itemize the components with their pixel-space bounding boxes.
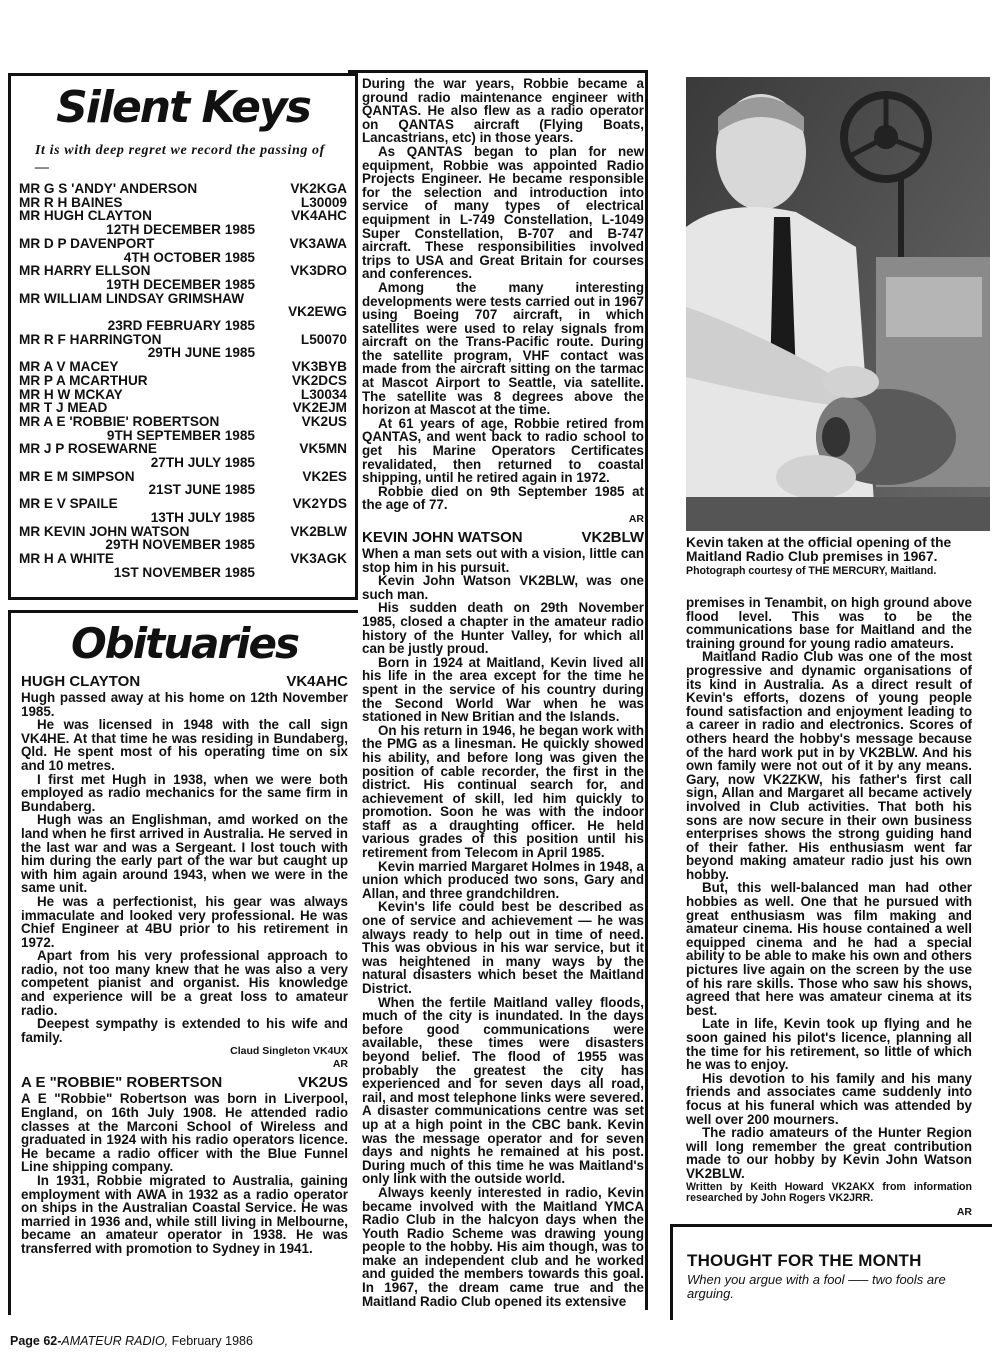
obituaries-left-column <box>21 674 348 1256</box>
passing-callsign: VK2EJM <box>292 400 347 416</box>
passing-name: MR KEVIN JOHN WATSON <box>19 523 190 539</box>
obituaries-box <box>8 610 358 1315</box>
page-footer <box>10 1334 253 1348</box>
passing-name: MR A E 'ROBBIE' ROBERTSON <box>19 413 220 429</box>
obituary-text-robertson-part1 <box>21 1092 348 1255</box>
obituary-callsign: VK4AHC <box>286 673 348 690</box>
passing-entry <box>19 388 347 402</box>
passing-date: 21ST JUNE 1985 <box>148 482 255 498</box>
magazine-name: AMATEUR RADIO, <box>61 1334 169 1348</box>
passing-entry <box>19 552 347 566</box>
passing-entry <box>19 374 347 388</box>
passing-name: MR R F HARRINGTON <box>19 331 162 347</box>
photo-caption-block <box>686 536 990 577</box>
passing-callsign: L30034 <box>300 386 347 402</box>
passing-entry <box>19 525 347 539</box>
paragraph: Apart from his very professional approach to radio, not too many knew that he was also a very competent pianist and organist. His knowledge and experience will be a great loss to amateur radio. <box>21 948 348 1018</box>
passing-entry <box>19 237 347 251</box>
passing-name: MR P A MCARTHUR <box>19 372 148 388</box>
passing-date: 19TH DECEMBER 1985 <box>106 276 255 292</box>
paragraph: When the fertile Maitland valley floods, much of the city is inundated. In the days before good communications were available, these times were disasters beyond belief. The flood of 1955 was probably the greatest the city has experienced and for seven days all road, rail, and most telephone links were severed. A disaster communications centre was set up at a high point in the CBC bank. Kevin was the message operator and for seven days and nights he remained at his post. During much of this time he was Maitland's only link with the outside world. <box>362 994 644 1187</box>
paragraph: Maitland Radio Club was one of the most progressive and dynamic organisations of its kind in Australia. As a direct result of Kevin's efforts, dozens of young people found satisfaction and enjoyment leading to a career in radio and electronics. Scores of others heard the hobby's message because of the hard work put in by VK2BLW. And his own family were not out of it by any means. Gary, now VK2ZKW, his father's first call sign, Allan and Margaret all became actively involved in Club activities. That both his sons are now secure in their own business enterprises shows the strong guiding hand of their father. His enthusiasm went far beyond making amateur radio just his own hobby. <box>686 649 972 882</box>
passing-callsign: VK3AWA <box>289 235 347 251</box>
passing-callsign: VK5MN <box>299 441 347 457</box>
obituary-heading-clayton <box>21 674 348 690</box>
obituary-name: KEVIN JOHN WATSON <box>362 529 523 546</box>
passing-entry <box>19 333 347 347</box>
obituary-signoff: Claud Singleton VK4UX <box>230 1045 348 1058</box>
passing-callsign: VK2ES <box>302 468 347 484</box>
paragraph: Robbie died on 9th September 1985 at the age of 77. <box>362 483 644 513</box>
paragraph: Kevin's life could best be described as one of service and achievement — he was always ready to help out in time of need. This was obvious in his war service, but it was heightened in many ways by the natural disasters which beset the Maitland District. <box>362 899 644 996</box>
paragraph: His devotion to his family and his many friends and associates came suddenly into focus at his funeral which was attended by well over 200 mourners. <box>686 1070 972 1127</box>
passing-entry <box>19 415 347 429</box>
passing-name: MR D P DAVENPORT <box>19 235 155 251</box>
passing-callsign: VK4AHC <box>291 208 347 224</box>
passing-entry <box>19 209 347 223</box>
paragraph: A E "Robbie" Robertson was born in Liverpool, England, on 16th July 1908. He attended radio classes at the Marconi School of Wireless and graduated in 1924 with his radio operators licence. He became a radio officer with the Blue Funnel Line shipping company. <box>21 1091 348 1175</box>
passing-date: 27TH JULY 1985 <box>150 455 255 471</box>
paragraph: When a man sets out with a vision, little can stop him in his pursuit. <box>362 546 644 575</box>
article-credit: Written by Keith Howard VK2AKX from information researched by John Rogers VK2JRR. <box>686 1180 972 1205</box>
paragraph: premises in Tenambit, on high ground above flood level. This was to be the communications base for Maitland and the training ground for young radio amateurs. <box>686 595 972 651</box>
page-number: Page 62- <box>10 1334 62 1348</box>
paragraph: He was licensed in 1948 with the call sign VK4HE. At that time he was residing in Bundaberg, Qld. He spent most of his operating time on six and 10 metres. <box>21 717 348 773</box>
passing-name: MR HARRY ELLSON <box>19 263 151 279</box>
article-end-mark: AR <box>956 1205 972 1218</box>
thought-text: When you argue with a fool —– two fools are arguing. <box>687 1272 946 1301</box>
passing-date: 4TH OCTOBER 1985 <box>123 249 255 265</box>
passing-name: MR E M SIMPSON <box>19 468 135 484</box>
paragraph: Born in 1924 at Maitland, Kevin lived all his life in the area except for the time he spent in the service of his country during the Second World War when he was stationed in New Britian and the Islands. <box>362 654 644 725</box>
passing-callsign: VK2EWG <box>288 304 347 320</box>
passing-callsign: L50070 <box>300 331 347 347</box>
middle-column <box>362 77 644 1308</box>
passing-name: MR WILLIAM LINDSAY GRIMSHAW <box>19 290 245 306</box>
projector-photo-image <box>686 77 990 531</box>
obituary-heading-robertson <box>21 1075 348 1091</box>
passing-date: 12TH DECEMBER 1985 <box>106 222 255 238</box>
passing-entry <box>19 442 347 456</box>
paragraph: But, this well-balanced man had other hobbies as well. One that he pursued with great enthusiasm was film making and amateur cinema. His house contained a well equipped cinema and he had a special ability to be able to make his own and others pictures live again on the screen by the use of his rare skills. Those who saw his shows, agreed that here was amateur cinema at its best. <box>686 880 972 1018</box>
kevin-watson-photo <box>686 77 990 531</box>
paragraph: During the war years, Robbie became a ground radio maintenance engineer with QANTAS. He also flew as a radio operator on QANTAS aircraft (Flying Boats, Lancastrians, etc) in those years. <box>362 76 644 146</box>
obituary-callsign: VK2BLW <box>581 529 644 546</box>
paragraph: Kevin married Margaret Holmes in 1948, a union which produced two sons, Gary and Allan, and three grandchildren. <box>362 858 644 901</box>
passing-callsign: L30009 <box>300 194 347 210</box>
passing-date: 13TH JULY 1985 <box>150 509 255 525</box>
passing-date: 1ST NOVEMBER 1985 <box>113 564 255 580</box>
obituary-text-robertson-part2 <box>362 77 644 512</box>
paragraph: He was a perfectionist, his gear was always immaculate and looked very professional. He was Chief Engineer at 4BU prior to his retirement in 1972. <box>21 893 348 950</box>
passing-callsign: VK3DRO <box>290 263 347 279</box>
passing-date: 23RD FEBRUARY 1985 <box>107 318 255 334</box>
passing-callsign: VK2US <box>301 413 347 429</box>
passing-name: MR T J MEAD <box>19 400 108 416</box>
passing-entry <box>19 264 347 278</box>
silent-keys-intro: It is with deep regret we record the passing of — <box>35 143 325 175</box>
paragraph: Hugh was an Englishman, amd worked on the land when he first arrived in Australia. He served in the last war and was a Sergeant. I lost touch with him during the early part of the war but caught up with him again around 1943, when we were in the same unit. <box>21 812 348 896</box>
passing-name: MR H W MCKAY <box>19 386 123 402</box>
passing-callsign: VK2BLW <box>290 523 347 539</box>
passing-entry <box>19 470 347 484</box>
obituary-callsign: VK2US <box>297 1074 348 1092</box>
thought-title: THOUGHT FOR THE MONTH <box>687 1251 922 1270</box>
passing-callsign: VK2KGA <box>290 181 347 196</box>
passing-entry <box>19 401 347 415</box>
paragraph: Hugh passed away at his home on 12th November 1985. <box>21 690 348 719</box>
paragraph: As QANTAS began to plan for new equipment, Robbie was appointed Radio Projects Engineer. He became responsible for the selection and introduction into service of many types of electrical equipment in L-749 Constellation, L-1049 Super Constellation, B-707 and B-747 aircraft. These responsibilities involved trips to USA and Great Britain for courses and conferences. <box>362 143 644 282</box>
right-column <box>686 596 972 1218</box>
passing-list <box>19 182 347 579</box>
thought-for-the-month-box <box>670 1224 992 1320</box>
paragraph: On his return in 1946, he began work with the PMG as a linesman. He quickly showed his ability, and before long was given the position of cable recorder, the first in the district. His continual search for, and achievement of skill, led him quickly to promotion. Soon he was with the indoor staff as a draughting officer. He held various grades of this position until his retirement from Telecom in April 1985. <box>362 722 644 861</box>
passing-name: MR H A WHITE <box>19 550 114 566</box>
passing-name: MR E V SPAILE <box>19 496 118 512</box>
obituary-name: A E "ROBBIE" ROBERTSON <box>21 1074 223 1092</box>
article-end-mark: AR <box>628 513 644 525</box>
passing-callsign: VK3BYB <box>291 359 347 375</box>
obituary-heading-watson <box>362 530 644 546</box>
passing-entry <box>19 497 347 511</box>
photo-credit: Photograph courtesy of THE MERCURY, Maitland. <box>686 564 937 577</box>
passing-date: 29TH JUNE 1985 <box>147 345 255 361</box>
passing-entry <box>19 196 347 210</box>
paragraph: Late in life, Kevin took up flying and he soon gained his pilot's licence, planning all the time for his retirement, so little of which he was to enjoy. <box>686 1016 972 1073</box>
obituary-text-clayton <box>21 691 348 1044</box>
passing-name: MR J P ROSEWARNE <box>19 441 157 457</box>
passing-name: MR R H BAINES <box>19 194 123 210</box>
paragraph: Deepest sympathy is extended to his wife and family. <box>21 1016 348 1045</box>
paragraph: Always keenly interested in radio, Kevin became involved with the Maitland YMCA Radio Club in the halcyon days when the Youth Radio Scheme was drawing young people to the hobby. His aim though, was to make an independent club and he worked and guided the members towards this goal. In 1967, the dream came true and the Maitland Radio Club opened its extensive <box>362 1184 644 1309</box>
silent-keys-title: Silent Keys <box>56 82 310 133</box>
obituaries-title: Obituaries <box>70 619 299 668</box>
passing-name: MR HUGH CLAYTON <box>19 208 152 224</box>
passing-date: 9TH SEPTEMBER 1985 <box>106 427 255 443</box>
paragraph: In 1931, Robbie migrated to Australia, gaining employment with AWA in 1932 as a radio operator on ships in the Australian Coastal Service. He was married in 1936 and, while still living in Melbourne, became an amateur operator in 1938. He was transferred with promotion to Sydney in 1941. <box>21 1173 348 1256</box>
obituary-text-watson-part1 <box>362 547 644 1308</box>
silent-keys-box <box>8 73 358 600</box>
passing-callsign: VK2DCS <box>291 372 347 388</box>
paragraph: Kevin John Watson VK2BLW, was one such man. <box>362 573 644 602</box>
passing-callsign: VK2YDS <box>292 496 347 512</box>
photo-caption: Kevin taken at the official opening of the Maitland Radio Club premises in 1967. <box>686 535 952 565</box>
passing-name: MR G S 'ANDY' ANDERSON <box>19 181 198 196</box>
passing-name: MR A V MACEY <box>19 359 119 375</box>
passing-callsign: VK3AGK <box>290 550 347 566</box>
passing-entry <box>19 360 347 374</box>
paragraph: His sudden death on 29th November 1985, closed a chapter in the amateur radio history of the Hunter Valley, for which all can be justly proud. <box>362 600 644 657</box>
issue-date: February 1986 <box>168 1334 253 1348</box>
passing-entry <box>19 292 347 306</box>
paragraph: At 61 years of age, Robbie retired from QANTAS, and went back to radio school to get his Marine Operators Certificates revalidated, then returned to coastal shipping, until he retired again in 1972. <box>362 415 644 486</box>
article-end-mark: AR <box>332 1058 348 1071</box>
passing-entry <box>19 182 347 196</box>
paragraph: The radio amateurs of the Hunter Region will long remember the great contribution made to our hobby by Kevin John Watson VK2BLW. <box>686 1125 972 1181</box>
passing-date: 29TH NOVEMBER 1985 <box>105 537 255 553</box>
paragraph: Among the many interesting developments were tests carried out in 1967 using Boeing 707 aircraft, in which satellites were used to relay signals from aircraft on the Trans-Pacific route. During the satellite program, VHF contact was made from the aircraft sitting on the tarmac at Mascot Airport to Seattle, via satellite. The satellite was 8 degrees above the horizon at Mascot at the time. <box>362 279 644 418</box>
paragraph: I first met Hugh in 1938, when we were both employed as radio mechanics for the same firm in Bundaberg. <box>21 771 348 814</box>
obituary-name: HUGH CLAYTON <box>21 673 141 690</box>
passing-entry <box>19 305 347 319</box>
obituary-text-watson-part2 <box>686 596 972 1181</box>
